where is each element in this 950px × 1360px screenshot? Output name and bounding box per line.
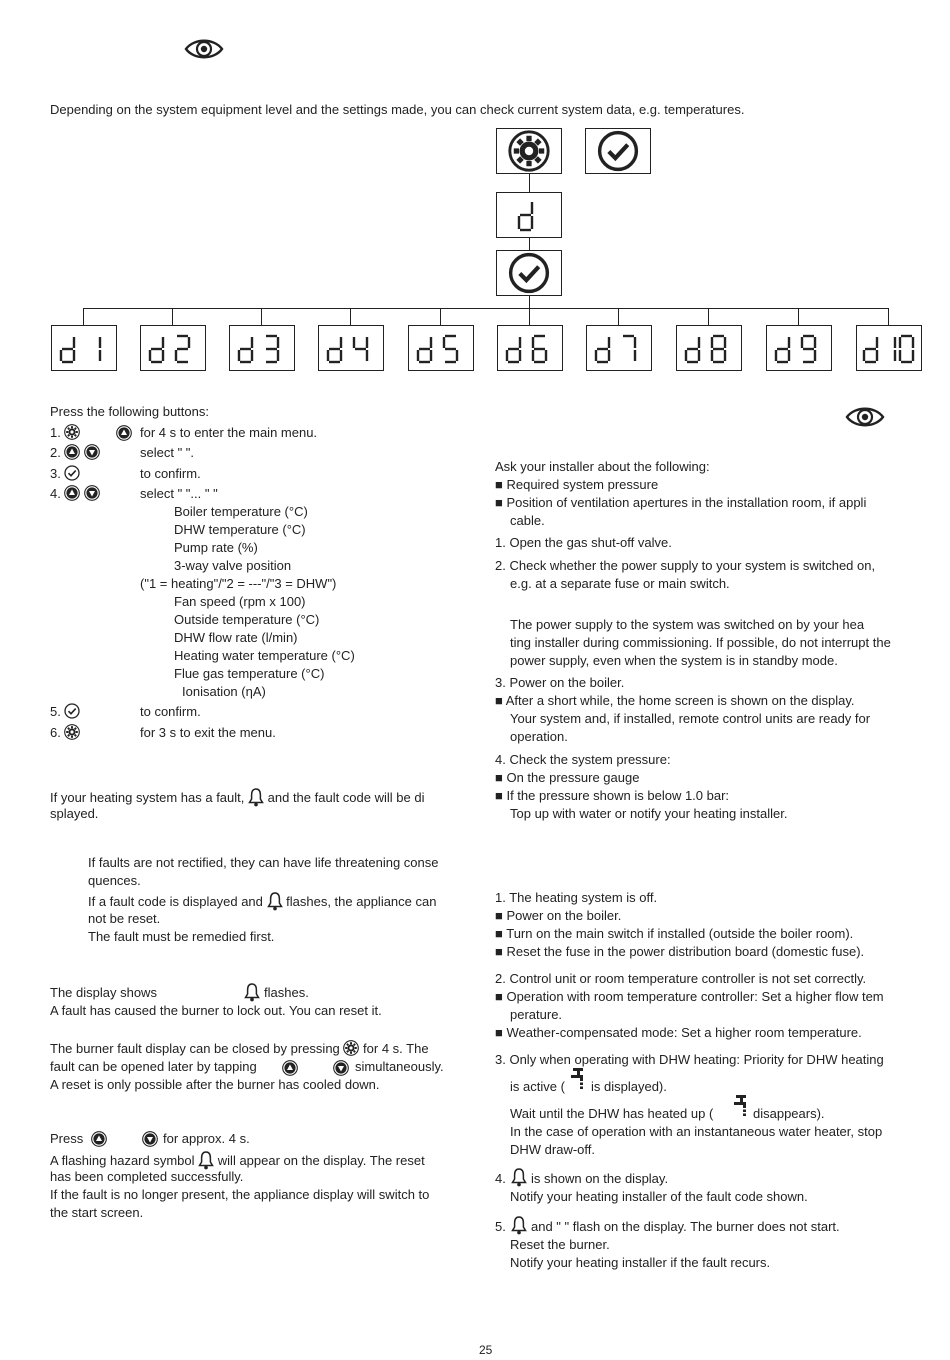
parameter-label: Outside temperature (°C) — [174, 612, 320, 627]
gear-icon — [508, 130, 550, 172]
step-number: 1. — [495, 890, 506, 905]
text: for 4 s. The — [363, 1041, 429, 1056]
display-d2 — [141, 326, 205, 370]
intro-text: Depending on the system equipment level and the settings made, you can check current system data, e.g. temperatures. — [50, 102, 745, 117]
text: splayed. — [50, 806, 99, 821]
display-d-box — [496, 192, 562, 238]
display-d4 — [319, 326, 383, 370]
text: If the fault is no longer present, the appliance display will switch to — [50, 1187, 430, 1202]
down-arrow-icon[interactable] — [84, 485, 100, 501]
close-line — [50, 1040, 429, 1058]
step-6 — [50, 724, 80, 742]
step-number: 3. — [495, 675, 506, 690]
display-d9-box — [766, 325, 832, 371]
gear-icon[interactable] — [64, 424, 80, 440]
step-text: to confirm. — [140, 704, 201, 719]
check-icon — [597, 130, 639, 172]
warning-line: quences. — [88, 873, 141, 888]
text: has been completed successfully. — [50, 1169, 244, 1184]
warning-line: The fault must be remedied first. — [88, 929, 275, 944]
bullet-item: ■ After a short while, the home screen is shown on the display. — [495, 693, 855, 708]
branch-line — [529, 308, 530, 325]
branch-line — [708, 308, 709, 325]
parameter-label: ("1 = heating"/"2 = ---"/"3 = DHW") — [140, 576, 337, 591]
step-2 — [50, 444, 100, 462]
warning-line: not be reset. — [88, 911, 161, 926]
warning-line — [88, 891, 436, 911]
display-d6-box — [497, 325, 563, 371]
step-5 — [50, 703, 80, 721]
eye-icon — [184, 37, 224, 61]
text: Power on the boiler. — [506, 908, 622, 923]
gear-icon[interactable] — [343, 1040, 359, 1056]
fault-paragraph — [50, 787, 424, 807]
text: The heating system is off. — [509, 890, 658, 905]
display-d1 — [52, 326, 116, 370]
step-text: select " "... " " — [140, 486, 218, 501]
display-d4-box — [318, 325, 384, 371]
step-text: for 4 s to enter the main menu. — [140, 425, 318, 440]
text: A fault has caused the burner to lock out. You can reset it. — [50, 1003, 382, 1018]
bullet-item: ■ Reset the fuse in the power distribution board (domestic fuse). — [495, 944, 865, 959]
bell-icon — [248, 787, 264, 807]
flash-line — [50, 1150, 425, 1170]
step-number: 4. — [50, 486, 61, 501]
gear-icon[interactable] — [64, 724, 80, 740]
parameter-label: Ionisation (ηA) — [182, 684, 266, 699]
tap-icon — [733, 1095, 749, 1117]
bell-icon — [511, 1167, 527, 1187]
step — [495, 674, 624, 692]
text: DHW draw-off. — [510, 1142, 595, 1157]
text: The display shows — [50, 985, 157, 1000]
step-text: select " ". — [140, 445, 195, 460]
step-number: 2. — [495, 971, 506, 986]
text: Reset the fuse in the power distribution board (domestic fuse). — [506, 944, 865, 959]
step-number: 3. — [495, 1052, 506, 1067]
step-text: to confirm. — [140, 466, 201, 481]
bullet-item: ■ Operation with room temperature controller: Set a higher flow tem — [495, 989, 884, 1004]
text: flashes. — [264, 985, 309, 1000]
text: flashes, the appliance can — [286, 894, 437, 909]
parameter-label: Heating water temperature (°C) — [174, 648, 355, 663]
text: simultaneously. — [355, 1059, 444, 1074]
text: Reset the burner. — [510, 1237, 610, 1252]
text: is shown on the display. — [531, 1171, 669, 1186]
text: Ask your installer about the following: — [495, 459, 710, 474]
text: Press — [50, 1131, 84, 1146]
menu-button-box[interactable] — [496, 128, 562, 174]
text: will appear on the display. The reset — [217, 1153, 425, 1168]
text: disappears). — [753, 1106, 825, 1121]
text: Position of ventilation apertures in the installation room, if appli — [506, 495, 867, 510]
confirm-button-box-2[interactable] — [496, 250, 562, 296]
step-number: 4. — [495, 1171, 506, 1186]
bullet-item: ■ Position of ventilation apertures in the installation room, if appli — [495, 495, 867, 510]
check-icon — [508, 252, 550, 294]
text: Check the system pressure: — [509, 752, 671, 767]
step-number: 2. — [495, 558, 506, 573]
text: is displayed). — [591, 1079, 667, 1094]
display-d2-box — [140, 325, 206, 371]
branch-line — [888, 308, 889, 325]
text: Wait until the DHW has heated up ( — [510, 1106, 714, 1121]
step-number: 5. — [50, 704, 61, 719]
down-arrow-icon[interactable] — [84, 444, 100, 460]
display-d — [497, 193, 561, 237]
branch-line — [350, 308, 351, 325]
step-1 — [50, 424, 80, 442]
branch-line — [172, 308, 173, 325]
step — [495, 970, 866, 988]
step-number: 3. — [50, 466, 61, 481]
warning-line: If faults are not rectified, they can have life threatening conse — [88, 855, 439, 870]
parameter-label: Boiler temperature (°C) — [174, 504, 308, 519]
up-arrow-icon[interactable] — [64, 485, 80, 501]
step — [495, 1051, 884, 1069]
bullet-item: ■ Weather-compensated mode: Set a higher room temperature. — [495, 1025, 862, 1040]
parameter-label: Fan speed (rpm x 100) — [174, 594, 306, 609]
display-d3-box — [229, 325, 295, 371]
display-d9 — [767, 326, 831, 370]
parameter-label: 3-way valve position — [174, 558, 292, 573]
up-arrow-icon[interactable] — [64, 444, 80, 460]
text: A reset is only possible after the burner has cooled down. — [50, 1077, 380, 1092]
branch-line — [83, 308, 84, 325]
down-arrow-icon[interactable] — [333, 1060, 349, 1076]
bell-icon — [267, 891, 283, 911]
text: and " " flash on the display. The burner does not start. — [531, 1219, 840, 1234]
tap-icon — [570, 1068, 586, 1090]
text: Notify your heating installer if the fault recurs. — [510, 1255, 771, 1270]
display-d3 — [230, 326, 294, 370]
step-number: 5. — [495, 1219, 506, 1234]
down-arrow-icon[interactable] — [142, 1131, 158, 1147]
check-icon[interactable] — [64, 703, 80, 719]
display-d6 — [498, 326, 562, 370]
note-line: power supply, even when the system is in standby mode. — [510, 653, 838, 668]
bullet-item: ■ Turn on the main switch if installed (outside the boiler room). — [495, 926, 854, 941]
bell-icon — [511, 1215, 527, 1235]
text: Notify your heating installer of the fault code shown. — [510, 1189, 808, 1204]
text: Weather-compensated mode: Set a higher room temperature. — [506, 1025, 862, 1040]
bell-icon — [244, 982, 260, 1002]
text: In the case of operation with an instantaneous water heater, stop — [510, 1124, 883, 1139]
step-text: for 3 s to exit the menu. — [140, 725, 276, 740]
text: Power on the boiler. — [509, 675, 625, 690]
text: perature. — [510, 1007, 563, 1022]
up-arrow-icon[interactable] — [282, 1060, 298, 1076]
text: Check whether the power supply to your system is switched on, — [509, 558, 876, 573]
text: Your system and, if installed, remote control units are ready for — [510, 711, 871, 726]
parameter-label: Pump rate (%) — [174, 540, 258, 555]
step-4 — [50, 485, 100, 503]
branch-line — [261, 308, 262, 325]
text: and the fault code will be di — [267, 790, 425, 805]
display-d5-box — [408, 325, 474, 371]
text: e.g. at a separate fuse or main switch. — [510, 576, 730, 591]
text: is active ( — [510, 1079, 565, 1094]
text: If a fault code is displayed and — [88, 894, 263, 909]
text: for approx. 4 s. — [163, 1131, 250, 1146]
step — [495, 557, 875, 575]
text: After a short while, the home screen is shown on the display. — [505, 693, 855, 708]
text: If your heating system has a fault, — [50, 790, 245, 805]
text: Required system pressure — [506, 477, 659, 492]
text: cable. — [510, 513, 545, 528]
step-number: 1. — [495, 535, 506, 550]
bullet-item: ■ On the pressure gauge — [495, 770, 640, 785]
display-d1-box — [51, 325, 117, 371]
step-number: 2. — [50, 445, 61, 460]
text: fault can be opened later by tapping — [50, 1059, 257, 1074]
text: Top up with water or notify your heating installer. — [510, 806, 788, 821]
check-icon[interactable] — [64, 465, 80, 481]
up-arrow-icon[interactable] — [91, 1131, 107, 1147]
display-d7-box — [586, 325, 652, 371]
up-arrow-icon[interactable] — [116, 425, 132, 441]
step-number: 1. — [50, 425, 61, 440]
text: Open the gas shut-off valve. — [509, 535, 672, 550]
text: A flashing hazard symbol — [50, 1153, 195, 1168]
text: Control unit or room temperature controller is not set correctly. — [509, 971, 867, 986]
bullet-item: ■ If the pressure shown is below 1.0 bar: — [495, 788, 730, 803]
bullet-item: ■ Required system pressure — [495, 477, 659, 492]
text: The burner fault display can be closed by pressing — [50, 1041, 340, 1056]
display-d5 — [409, 326, 473, 370]
text: Operation with room temperature controller: Set a higher flow tem — [506, 989, 884, 1004]
text: the start screen. — [50, 1205, 144, 1220]
display-d8 — [677, 326, 741, 370]
bullet-item: ■ Power on the boiler. — [495, 908, 622, 923]
text: On the pressure gauge — [506, 770, 640, 785]
note-line: ting installer during commissioning. If possible, do not interrupt the — [510, 635, 891, 650]
step — [495, 889, 657, 907]
confirm-button-box[interactable] — [585, 128, 651, 174]
branch-line — [440, 308, 441, 325]
text: Turn on the main switch if installed (outside the boiler room). — [506, 926, 854, 941]
press-heading: Press the following buttons: — [50, 404, 209, 419]
display-d10 — [857, 326, 921, 370]
step-number: 6. — [50, 725, 61, 740]
text: operation. — [510, 729, 568, 744]
parameter-label: DHW flow rate (l/min) — [174, 630, 298, 645]
branch-line — [618, 308, 619, 325]
bell-icon — [198, 1150, 214, 1170]
page-number: 25 — [479, 1343, 493, 1357]
parameter-label: DHW temperature (°C) — [174, 522, 306, 537]
text: Only when operating with DHW heating: Priority for DHW heating — [509, 1052, 884, 1067]
display-d8-box — [676, 325, 742, 371]
display-d10-box — [856, 325, 922, 371]
branch-line — [798, 308, 799, 325]
step — [495, 751, 671, 769]
step-3 — [50, 465, 80, 483]
text: If the pressure shown is below 1.0 bar: — [506, 788, 730, 803]
step-number: 4. — [495, 752, 506, 767]
step — [495, 534, 672, 552]
display-d7 — [587, 326, 651, 370]
eye-icon — [845, 405, 885, 429]
parameter-label: Flue gas temperature (°C) — [174, 666, 325, 681]
note-line: The power supply to the system was switched on by your hea — [510, 617, 865, 632]
